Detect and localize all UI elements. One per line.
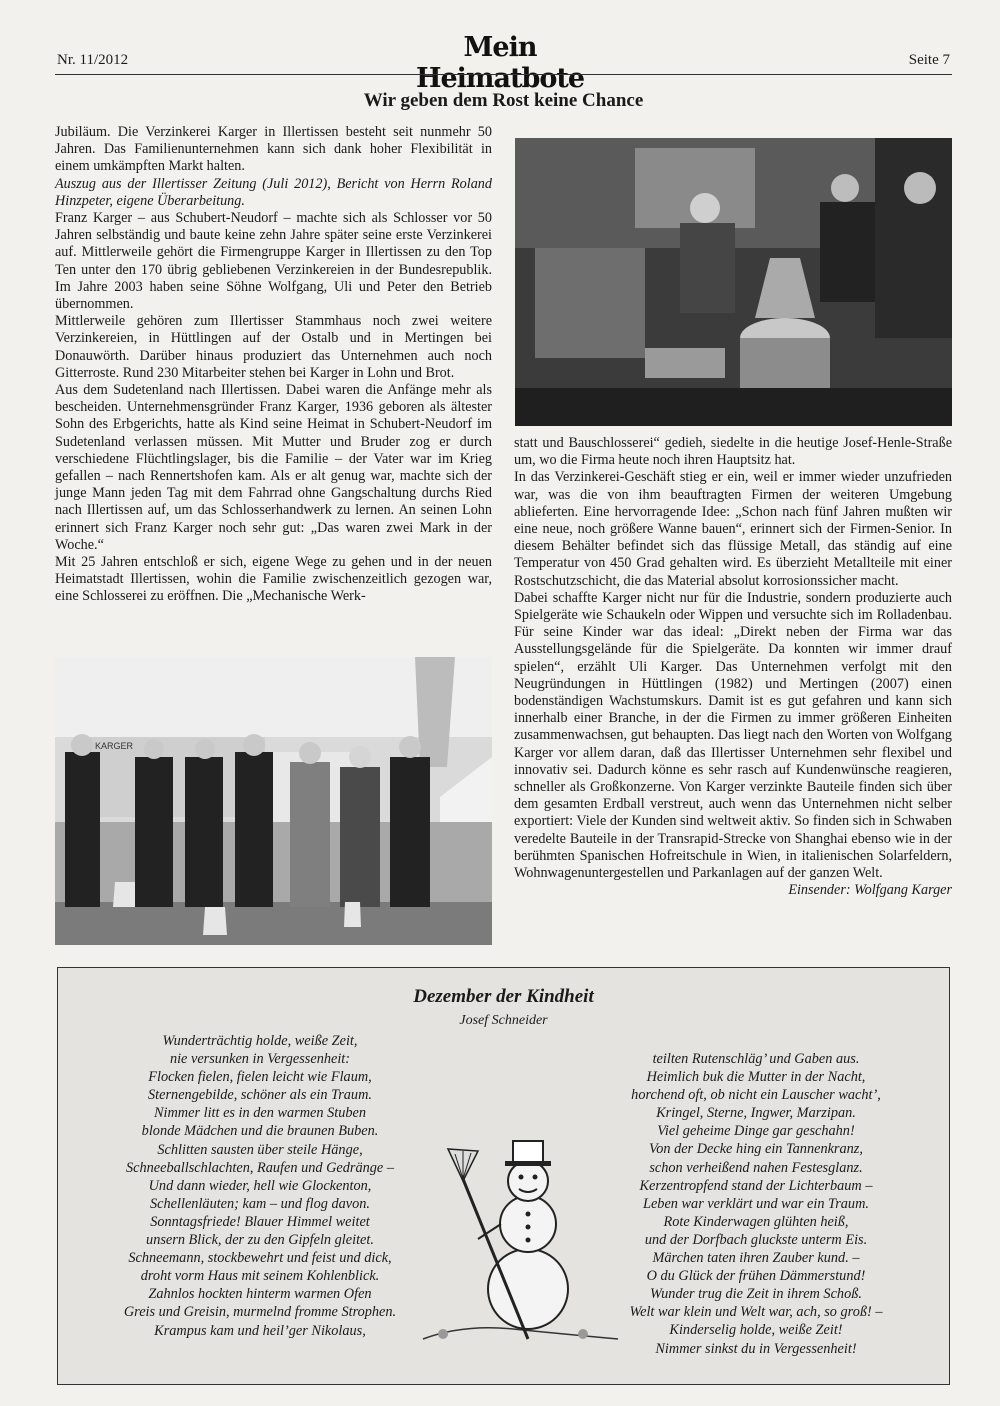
- article-paragraph: Aus dem Sudetenland nach Illertissen. Dabei waren die Anfänge mehr als bescheiden. Unternehmensgründer Franz Karger, 1936 geboren als ältester Sohn des Erbgerichts, hatte als Kind seine Heimat in Schubert-Neudorf im Sudetenland verlassen müssen. Mit Mutter und Bruder zog er durch verschiedene Flüchtlingslager, bis die Familie – der Vater war im Krieg gefallen – nach Rennertshofen kam. Als er alt genug war, machte sich der junge Mann jeden Tag mit dem Fahrrad ohne Gangschaltung durchs Ried nach Illertissen auf, um das Schlosserhandwerk zu lernen. An seinen Lohn erinnert sich Franz Karger noch sehr gut: „Das waren zwei Mark in der Woche.“: [55, 382, 492, 553]
- poem-line: nie versunken in Vergessenheit:: [169, 1051, 351, 1068]
- article-paragraph: Franz Karger – aus Schubert-Neudorf – machte sich als Schlosser vor 50 Jahren selbständig und baute keine zehn Jahre später seine erste Verzinkerei auf. Mittlerweile gehört die Firmengruppe Karger in Illertissen zu den Top Ten unter den 170 übrig gebliebenen Verzinkereien in der Bundesrepublik. Im Jahre 2003 haben seine Söhne Wolfgang, Uli und Peter den Betrieb übernommen.: [55, 210, 492, 313]
- poem-line: Zahnlos hockten hinterm warmen Ofen: [148, 1286, 372, 1303]
- poem-line: unsern Blick, der zu den Gipfeln gleitet.: [146, 1232, 374, 1249]
- article-source-note: Auszug aus der Illertisser Zeitung (Juli 2012), Bericht von Herrn Roland Hinzpeter, eigene Überarbeitung.: [55, 175, 492, 209]
- poem-author: Josef Schneider: [459, 1013, 548, 1028]
- poem-line: teilten Rutenschläg’ und Gaben aus.: [652, 1051, 860, 1067]
- page-number: Seite 7: [908, 52, 950, 68]
- poem-line: Schneemann, stockbewehrt und feist und dick,: [128, 1250, 392, 1267]
- article-paragraph: Mittlerweile gehören zum Illertisser Stammhaus noch zwei weitere Verzinkereien, in Hüttlingen auf der Ostalb und in Mertingen bei Donauwörth. Darüber hinaus produziert das Unternehmen auch noch Gitterroste. Rund 230 Mitarbeiter stehen bei Karger in Lohn und Brot.: [55, 313, 492, 381]
- poem-line: Schellenläuten; kam – und flog davon.: [150, 1195, 370, 1212]
- poem-line: Sternengebilde, schöner als ein Traum.: [148, 1087, 372, 1104]
- article-paragraph: Jubiläum. Die Verzinkerei Karger in Illertissen besteht seit nunmehr 50 Jahren. Das Familienunternehmen kann sich dank hoher Flexibilität in einem umkämpften Markt halten.: [55, 124, 492, 175]
- poem-line: O du Glück der frühen Dämmerstund!: [646, 1268, 866, 1285]
- header-rule: [55, 74, 952, 75]
- poem-line: blonde Mädchen und die braunen Buben.: [141, 1123, 379, 1140]
- poem-line: Schneeballschlachten, Raufen und Gedränge –: [126, 1159, 394, 1176]
- poem-line: Leben war verklärt und war ein Traum.: [643, 1195, 869, 1212]
- poem-line: Und dann wieder, hell wie Glockenton,: [148, 1177, 372, 1194]
- poem-stanza-right: [566, 1050, 946, 1358]
- article-sender: Einsender: Wolfgang Karger: [788, 882, 952, 899]
- poem-line: Rote Kinderwagen glühten heiß,: [663, 1213, 849, 1230]
- article-paragraph: Dabei schaffte Karger nicht nur für die Industrie, sondern produzierte auch Spielgeräte wie Schaukeln oder Wippen und versuchte sich im Rolladenbau. Für seine Kinder war das ideal: „Direkt neben der Firma war das Ausstellungsgelände für die Spielgeräte. Da konnten wir immer drauf spielen“, erzählt Uli Karger. Das Unternehmen verfolgt mit den Neugründungen in Hüttlingen (1982) und Mertingen (2007) einen bodenständigen Wachstumskurs. Damit ist es gut gefahren und kann sich innerhalb einer Branche, in der die Firmen zu immer größeren Einheiten zusammenwachsen, gut behaupten. Das liegt nach den Worten von Wolfgang Karger vor allem daran, daß das Illertisser Unternehmen sehr flexibel und innovativ sei. Dadurch könne es sehr rasch auf Kundenwünsche reagieren, schneller als Großkonzerne. Von Karger verzinkte Bauteile finden sich über dem gesamten Erdball verstreut, auch wenn das Unternehmen nicht selber exportiert: Viele der Kunden sind weltweit aktiv. So finden sich in Schwaben veredelte Bauteile in der Transrapid-Strecke von Shanghai ebenso wie in der berühmten Spanischen Hofreitschule in Wien, in italienischen Solarfeldern, Wohnwagenuntergestellen und Parkanlagen auf der ganzen Welt.: [514, 589, 952, 882]
- article-paragraph: In das Verzinkerei-Geschäft stieg er ein, weil er immer wieder unzufrieden war, was die von ihm beauftragten Firmen der weiteren Umgebung ablieferten. Eine hervorragende Idee: „Schon nach fünf Jahren mußten wir eine neue, noch größere Wanne bauen“, erinnert sich der Firmen-Senior. In diesem Behälter befindet sich das flüssige Metall, das ständig auf eine Temperatur von 450 Grad gehalten wird. Es überzieht Metallteile mit einer Rostschutzschicht, die das Material absolut korrosionssicher macht.: [514, 469, 952, 589]
- poem-line: Kringel, Sterne, Ingwer, Marzipan.: [656, 1105, 856, 1122]
- poem-line: Nimmer litt es in den warmen Stuben: [153, 1105, 367, 1122]
- article-column-left: [55, 124, 492, 606]
- poem-line: Kerzentropfend stand der Lichterbaum –: [639, 1177, 873, 1194]
- poem-line: Sonntagsfriede! Blauer Himmel weitet: [150, 1213, 370, 1230]
- poem-line: Heimlich buk die Mutter in der Nacht,: [646, 1069, 866, 1086]
- groundbreaking-photo: [55, 657, 492, 945]
- article-paragraph: Mit 25 Jahren entschloß er sich, eigene Wege zu gehen und in der neuen Heimatstadt Illertissen, wohin die Familie zwischenzeitlich gezogen war, eine Schlosserei zu eröffnen. Die „Mechanische Werk-: [55, 554, 492, 605]
- poem-line: und der Dorfbach gluckste unterm Eis.: [644, 1231, 868, 1248]
- poem-line: Greis und Greisin, murmelnd fromme Strophen.: [123, 1304, 397, 1321]
- poem-line: horchend oft, ob nicht ein Lauscher wacht’,: [631, 1087, 881, 1104]
- poem-line: Flocken fielen, fielen leicht wie Flaum,: [148, 1069, 372, 1086]
- poem-line: Schlitten sausten über steile Hänge,: [157, 1141, 363, 1158]
- poem-line: Kinderselig holde, weiße Zeit!: [669, 1322, 843, 1339]
- poem-line: droht vorm Haus mit seinem Kohlenblick.: [140, 1268, 380, 1285]
- article-headline: Wir geben dem Rost keine Chance: [363, 90, 644, 111]
- poem-stanza-left: [60, 1032, 460, 1340]
- article-column-right: [514, 435, 952, 899]
- poem-line: Wunder trug die Zeit in ihrem Schoß.: [650, 1286, 862, 1303]
- poem-title: Dezember der Kindheit: [413, 986, 594, 1007]
- poem-line: Welt war klein und Welt war, ach, so groß! –: [629, 1304, 883, 1321]
- poem-line: schon verheißend nahen Festesglanz.: [649, 1159, 863, 1176]
- poem-box: [57, 967, 950, 1385]
- sign-text: KARGER: [95, 741, 134, 751]
- poem-line: Von der Decke hing ein Tannenkranz,: [649, 1141, 863, 1158]
- article-sender-line: [514, 882, 952, 899]
- poem-line: Viel geheime Dinge gar geschahn!: [657, 1123, 855, 1140]
- issue-number: Nr. 11/2012: [57, 52, 129, 68]
- poem-line: Krampus kam und heil’ger Nikolaus,: [154, 1322, 366, 1339]
- poem-line: Nimmer sinkst du in Vergessenheit!: [655, 1340, 857, 1357]
- article-paragraph: statt und Bauschlosserei“ gedieh, siedelte in die heutige Josef-Henle-Straße um, wo die Firma heute noch ihren Hauptsitz hat.: [514, 435, 952, 469]
- workshop-photo: [515, 138, 952, 426]
- poem-line: Wunderträchtig holde, weiße Zeit,: [162, 1033, 358, 1049]
- poem-line: Märchen taten ihren Zauber kund. –: [652, 1250, 860, 1267]
- masthead-title: Mein Heimatbote: [415, 32, 585, 94]
